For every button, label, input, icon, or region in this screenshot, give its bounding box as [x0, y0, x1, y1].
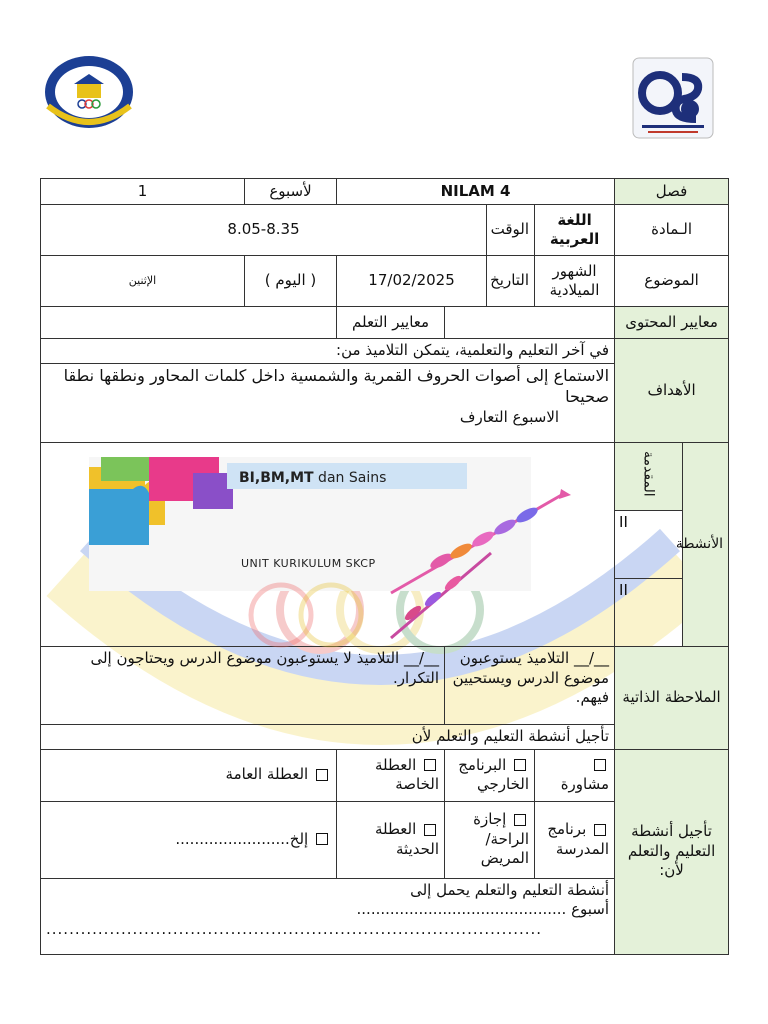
row-topic	[41, 256, 729, 307]
carry-line-1: أنشطة التعليم والتعلم يحمل إلى	[410, 880, 610, 899]
subject-label: الـمادة	[615, 205, 729, 256]
row-objectives-intro	[41, 339, 729, 364]
row-activities-1	[41, 443, 729, 511]
reason-recent-holiday-text: العطلة الحديثة	[374, 820, 440, 858]
reason-recent-holiday[interactable]	[337, 801, 445, 878]
topic-value: الشهور الميلادية	[535, 256, 615, 307]
objective-line-1: الاستماع إلى أصوات الحروف القمرية والشمسية داخل كلمات المحاور ونطقها نطقا صحيحا	[63, 366, 610, 406]
activities-intro-label: المقدمة	[640, 450, 657, 497]
row-reflection	[41, 647, 729, 725]
activity-step-2: II	[615, 511, 683, 579]
curriculum-banner	[41, 443, 614, 643]
reflection-label: الملاحظة الذاتية	[615, 647, 729, 750]
checkbox-icon[interactable]	[424, 759, 436, 771]
checkbox-icon[interactable]	[594, 759, 606, 771]
checkbox-icon[interactable]	[316, 833, 328, 845]
reason-etc-text: إلخ........................	[175, 829, 309, 848]
time-label: الوقت	[487, 205, 535, 256]
week-value: 1	[41, 179, 245, 205]
activities-banner-cell	[41, 443, 615, 647]
time-value: 8.05-8.35	[41, 205, 487, 256]
reason-public-holiday-text: العطلة العامة	[225, 765, 309, 784]
carry-line-3[interactable]: ......................................................................................	[46, 919, 543, 938]
checkbox-icon[interactable]	[424, 824, 436, 836]
subject-value: اللغة العربية	[535, 205, 615, 256]
objective-line-2: الاسبوع التعارف	[459, 407, 560, 426]
topic-label: الموضوع	[615, 256, 729, 307]
row-subject	[41, 205, 729, 256]
reason-school-program[interactable]	[535, 801, 615, 878]
program-logo	[632, 57, 714, 139]
reason-school-program-text: برنامج المدرسة	[547, 820, 610, 858]
day-value: الإثنين	[41, 256, 245, 307]
reason-sick-leave-text: إجازة الراحة/المريض	[473, 810, 530, 868]
banner-title	[239, 469, 386, 487]
reason-external-program[interactable]	[445, 749, 535, 801]
class-value: 4 NILAM	[337, 179, 615, 205]
checkbox-icon[interactable]	[514, 759, 526, 771]
objectives-body	[41, 364, 615, 443]
class-label: فصل	[615, 179, 729, 205]
reflection-not-understood: __/__ التلاميذ لا يستوعبون موضوع الدرس ويحتاجون إلى التكرار.	[41, 647, 445, 725]
reflection-postpone: تأجيل أنشطة التعليم والتعلم لأن	[41, 725, 615, 750]
checkbox-icon[interactable]	[514, 814, 526, 826]
lesson-plan-table	[40, 178, 729, 955]
reason-external-program-text: البرنامج الخارجي	[458, 755, 530, 793]
school-logo	[44, 54, 134, 130]
row-standards	[41, 307, 729, 339]
content-standard-label: معايير المحتوى	[615, 307, 729, 339]
day-label: ( اليوم )	[245, 256, 337, 307]
learning-standard-value	[41, 307, 337, 339]
banner-unit: UNIT KURIKULUM SKCP	[241, 557, 376, 570]
reason-special-holiday-text: العطلة الخاصة	[374, 755, 440, 793]
date-label: التاريخ	[487, 256, 535, 307]
activities-label: الأنشطة	[683, 443, 729, 647]
checkbox-icon[interactable]	[316, 769, 328, 781]
banner-title-bold: BI,BM,MT	[239, 470, 314, 486]
reflection-understood: __/__ التلاميذ يستوعبون موضوع الدرس ويستحيين فيهم.	[445, 647, 615, 725]
objectives-label: الأهداف	[615, 339, 729, 443]
activity-step-3: II	[615, 579, 683, 647]
objectives-intro: في آخر التعليم والتعلمية، يتمكن التلاميذ من:	[41, 339, 615, 364]
row-class	[41, 179, 729, 205]
content-standard-value	[445, 307, 615, 339]
reason-special-holiday[interactable]	[337, 749, 445, 801]
reason-sick-leave[interactable]	[445, 801, 535, 878]
carry-forward	[41, 878, 615, 954]
checkbox-icon[interactable]	[594, 824, 606, 836]
learning-standard-label: معايير التعلم	[337, 307, 445, 339]
postpone-label: تأجيل أنشطة التعليم والتعلم لأن:	[615, 749, 729, 954]
carry-line-2[interactable]: أسبوع ............................................	[356, 900, 610, 918]
activities-intro-cell	[615, 443, 683, 511]
banner-title-rest: dan Sains	[313, 470, 387, 486]
reason-public-holiday[interactable]	[41, 749, 337, 801]
week-label: لأسبوع	[245, 179, 337, 205]
reason-consultation[interactable]	[535, 749, 615, 801]
date-value: 17/02/2025	[337, 256, 487, 307]
row-postpone-1	[41, 749, 729, 801]
reason-etc[interactable]	[41, 801, 337, 878]
reason-consultation-text: مشاورة	[560, 775, 610, 793]
